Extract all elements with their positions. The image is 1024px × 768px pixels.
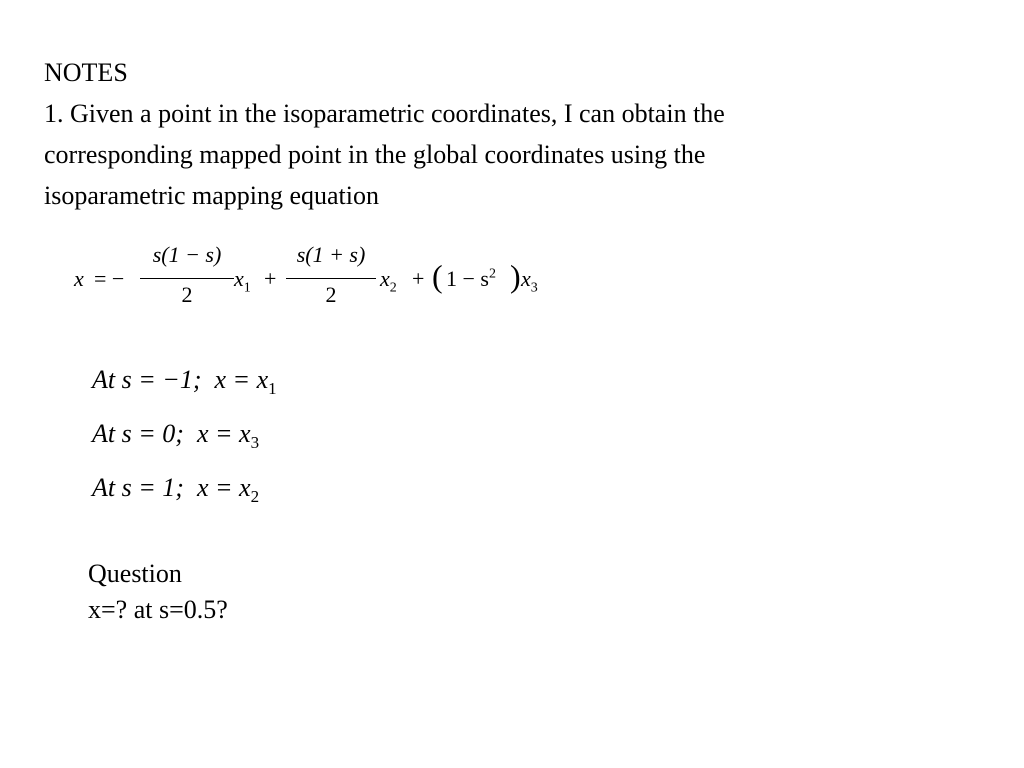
- notes-line: isoparametric mapping equation: [44, 181, 380, 210]
- variable-x3: $x_3$: [521, 266, 538, 296]
- equation-equals-minus: = −: [94, 266, 125, 291]
- question-title: Question: [88, 559, 182, 588]
- plus-sign: +: [412, 266, 425, 291]
- fraction-term-1: [140, 242, 234, 322]
- fraction-denominator: 2: [325, 282, 337, 307]
- mapping-equation: [0, 0, 1024, 340]
- question-text: x=? at s=0.5?: [88, 595, 228, 624]
- case-line: At s = 0; $x = x_3$: [92, 419, 260, 453]
- fraction-numerator: s(1 + s): [296, 242, 366, 267]
- open-paren: (: [432, 258, 443, 294]
- case-line: At s = −1; $x = x_1$: [92, 365, 277, 399]
- fraction-bar: [286, 278, 376, 279]
- term-3-body: $1 - s^2$: [446, 266, 496, 291]
- fraction-bar: [140, 278, 234, 279]
- fraction-term-2: [286, 242, 376, 322]
- close-paren: ): [510, 258, 521, 294]
- equation-lhs: x: [74, 266, 84, 291]
- notes-line: corresponding mapped point in the global coordinates using the: [44, 140, 706, 169]
- question-block: [88, 556, 228, 628]
- notes-heading: NOTES: [44, 58, 128, 87]
- variable-x1: $x_1$: [234, 266, 251, 296]
- fraction-denominator: 2: [181, 282, 193, 307]
- plus-sign: +: [264, 266, 277, 291]
- fraction-numerator: s(1 − s): [152, 242, 222, 267]
- case-line: At s = 1; $x = x_2$: [92, 473, 260, 507]
- notes-line: 1. Given a point in the isoparametric coordinates, I can obtain the: [44, 99, 725, 128]
- variable-x2: $x_2$: [380, 266, 397, 296]
